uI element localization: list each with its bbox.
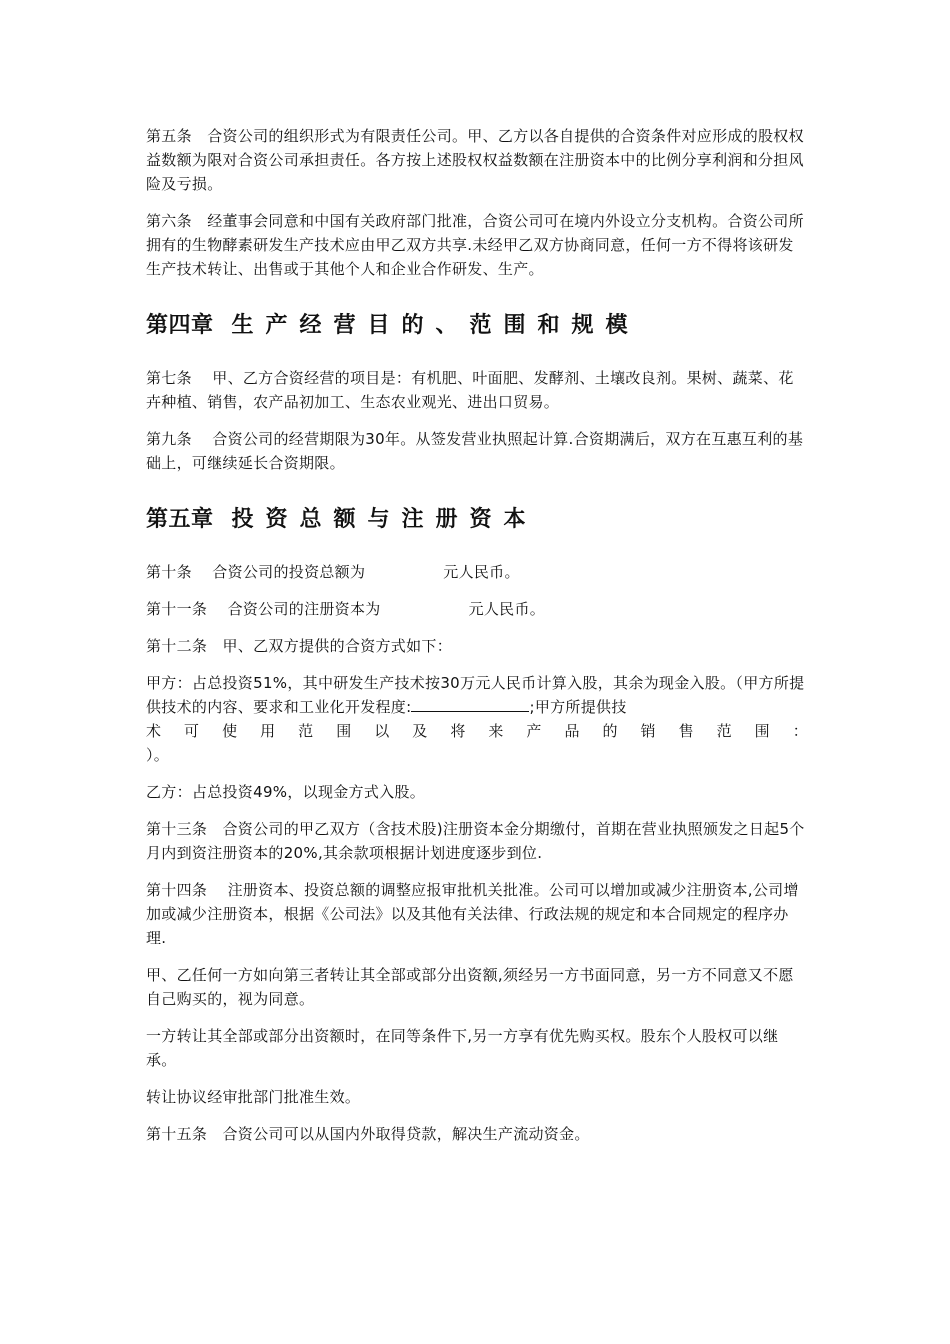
party-a-line-1: [146, 671, 808, 719]
article-9: 第九条 合资公司的经营期限为30年。从签发营业执照起计算.合资期满后，双方在互惠互利的基础上，可继续延长合资期限。: [146, 430, 804, 472]
article-15: 第十五条 合资公司可以从国内外取得贷款，解决生产流动资金。: [146, 1125, 590, 1143]
article-7: 第七条 甲、乙方合资经营的项目是：有机肥、叶面肥、发酵剂、土壤改良剂。果树、蔬菜、花卉种植、销售，农产品初加工、生态农业观光、进出口贸易。: [146, 369, 794, 411]
document-page: [146, 124, 808, 1159]
article-5: 第五条 合资公司的组织形式为有限责任公司。甲、乙方以各自提供的合资条件对应形成的股权权益数额为限对合资公司承担责任。各方按上述股权权益数额在注册资本中的比例分享利润和分担风险及亏损。: [146, 127, 804, 193]
article-11-lead: 第十一条 合资公司的注册资本为: [146, 600, 381, 618]
article-11-unit: 元人民币。: [468, 600, 546, 618]
article-10-unit: 元人民币。: [443, 563, 520, 581]
party-a-text-1: 甲方：占总投资51%，其中研发生产技术按30万元人民币计算入股，其余为现金入股。（甲方所提供技术的内容、要求和工业化开发程度:: [146, 674, 805, 716]
article-12: 第十二条 甲、乙双方提供的合资方式如下：: [146, 637, 453, 655]
chapter-4-heading: [146, 310, 808, 340]
chapter-5-heading: [146, 504, 808, 534]
party-b-terms: 乙方：占总投资49%，以现金方式入股。: [146, 783, 426, 801]
article-14: 第十四条 注册资本、投资总额的调整应报审批机关批准。公司可以增加或减少注册资本,公司增加或减少注册资本，根据《公司法》以及其他有关法律、行政法规的规定和本合同规定的程序办理.: [146, 881, 799, 947]
chapter-4-title: 生产经营目的、范围和规模: [231, 312, 640, 338]
transfer-paragraph-3: 转让协议经审批部门批准生效。: [146, 1088, 361, 1106]
transfer-paragraph-1: 甲、乙任何一方如向第三者转让其全部或部分出资额,须经另一方书面同意，另一方不同意又不愿自己购买的，视为同意。: [146, 966, 794, 1008]
article-10: [146, 560, 808, 584]
article-11: [146, 597, 808, 621]
party-a-scope-line: 术可使用范围以及将来产品的销售范围：: [146, 722, 808, 740]
party-a-terms: [146, 671, 808, 767]
chapter-4-number: 第四章: [146, 312, 214, 338]
chapter-5-number: 第五章: [146, 506, 214, 532]
transfer-paragraph-2: 一方转让其全部或部分出资额时，在同等条件下,另一方享有优先购买权。股东个人股权可以继承。: [146, 1027, 779, 1069]
party-a-text-2: ;甲方所提供技: [529, 698, 627, 716]
article-10-lead: 第十条 合资公司的投资总额为: [146, 563, 366, 581]
article-6: 第六条 经董事会同意和中国有关政府部门批准，合资公司可在境内外设立分支机构。合资公司所拥有的生物酵素研发生产技术应由甲乙双方共享.未经甲乙双方协商同意，任何一方不得将该研发生产技术转让、出售或于其他个人和企业合作研发、生产。: [146, 212, 804, 278]
party-a-closing: ）。: [146, 746, 170, 764]
tech-content-blank: [411, 695, 529, 712]
chapter-5-title: 投资总额与注册资本: [231, 506, 538, 532]
article-13: 第十三条 合资公司的甲乙双方（含技术股)注册资本金分期缴付，首期在营业执照颁发之日起5个月内到资注册资本的20%,其余款项根据计划进度逐步到位.: [146, 820, 805, 862]
